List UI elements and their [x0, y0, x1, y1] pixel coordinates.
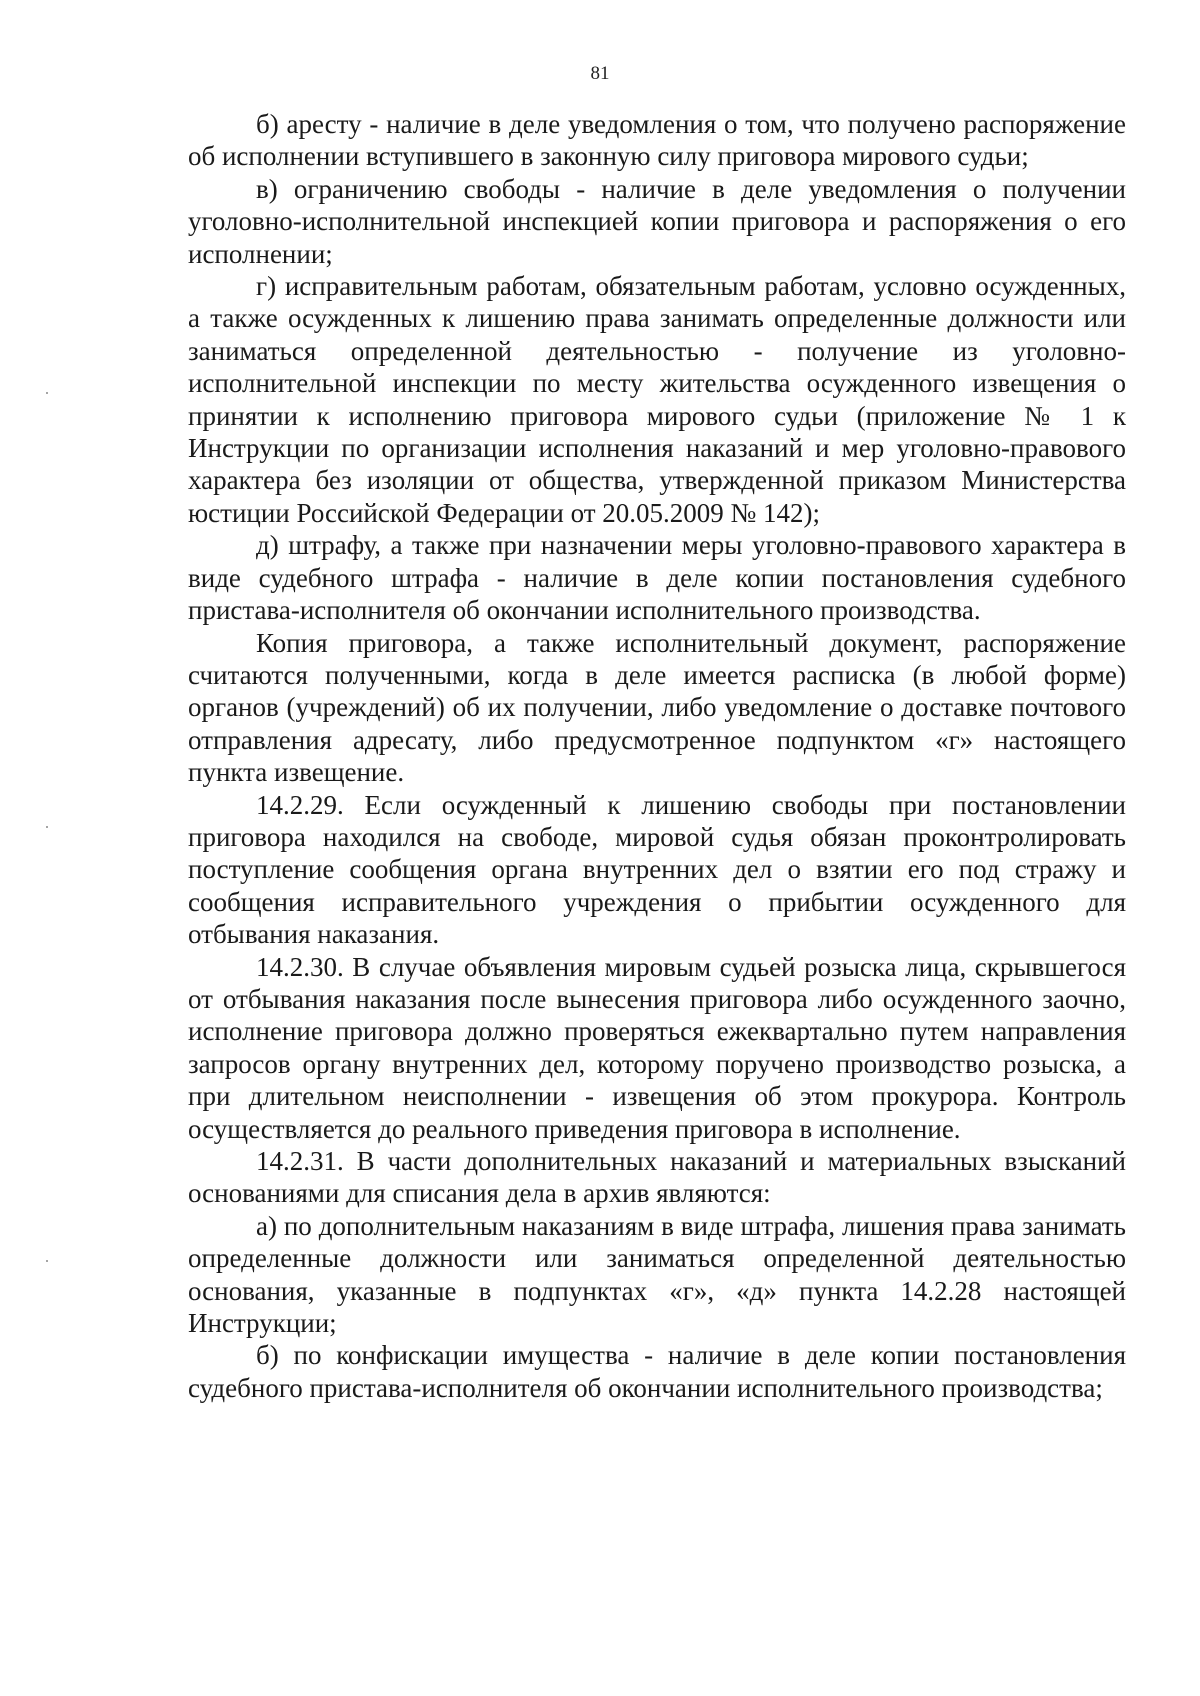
paragraph-item-b-confiscation: б) по конфискации имущества - наличие в деле копии постановления судебного пристава-исполнителя об окончании исполнительного производства;: [188, 1340, 1126, 1403]
scan-artifact-dot: [46, 1260, 48, 1262]
paragraph-copy-of-sentence: Копия приговора, а также исполнительный документ, распоряжение считаются полученными, когда в деле имеется расписка (в любой форме) органов (учреждений) об их получении, либо уведомление о доставке почтового отправления адресату, либо предусмотренное подпунктом «г» настоящего пункта извещение.: [188, 627, 1126, 788]
paragraph-item-b-arrest: б) аресту - наличие в деле уведомления о том, что получено распоряжение об исполнении вступившего в законную силу приговора мирового судьи;: [188, 109, 1126, 172]
paragraph-item-g-correctional-works: г) исправительным работам, обязательным работам, условно осужденных, а также осужденных к лишению права занимать определенные должности или заниматься определенной деятельностью - получение из уголовно-исполнительной инспекции по месту жительства осужденного извещения о принятии к исполнению приговора мирового судьи (приложение № 1 к Инструкции по организации исполнения наказаний и мер уголовно-правового характера без изоляции от общества, утвержденной приказом Министерства юстиции Российской Федерации от 20.05.2009 № 142);: [188, 271, 1126, 528]
document-body: [188, 108, 1126, 1404]
paragraph-14-2-30: 14.2.30. В случае объявления мировым судьей розыска лица, скрывшегося от отбывания наказания после вынесения приговора либо осужденного заочно, исполнение приговора должно проверяться ежеквартально путем направления запросов органу внутренних дел, которому поручено производство розыска, а при длительном неисполнении - извещения об этом прокурора. Контроль осуществляется до реального приведения приговора в исполнение.: [188, 951, 1126, 1144]
paragraph-item-d-fine: д) штрафу, а также при назначении меры уголовно-правового характера в виде судебного штрафа - наличие в деле копии постановления судебного пристава-исполнителя об окончании исполнительного производства.: [188, 530, 1126, 626]
paragraph-item-v-restriction: в) ограничению свободы - наличие в деле уведомления о получении уголовно-исполнительной инспекцией копии приговора и распоряжения о его исполнении;: [188, 173, 1126, 269]
scan-artifact-dot: [46, 826, 48, 828]
scan-artifact-dot: [46, 392, 48, 394]
paragraph-14-2-29: 14.2.29. Если осужденный к лишению свободы при постановлении приговора находился на свободе, мировой судья обязан проконтролировать поступление сообщения органа внутренних дел о взятии его под стражу и сообщения исправительного учреждения о прибытии осужденного для отбывания наказания.: [188, 789, 1126, 950]
page-number: 81: [590, 63, 610, 84]
paragraph-14-2-31: 14.2.31. В части дополнительных наказаний и материальных взысканий основаниями для списания дела в архив являются:: [188, 1146, 1126, 1209]
paragraph-item-a-additional-penalties: а) по дополнительным наказаниям в виде штрафа, лишения права занимать определенные должности или заниматься определенной деятельностью основания, указанные в подпунктах «г», «д» пункта 14.2.28 настоящей Инструкции;: [188, 1210, 1126, 1339]
